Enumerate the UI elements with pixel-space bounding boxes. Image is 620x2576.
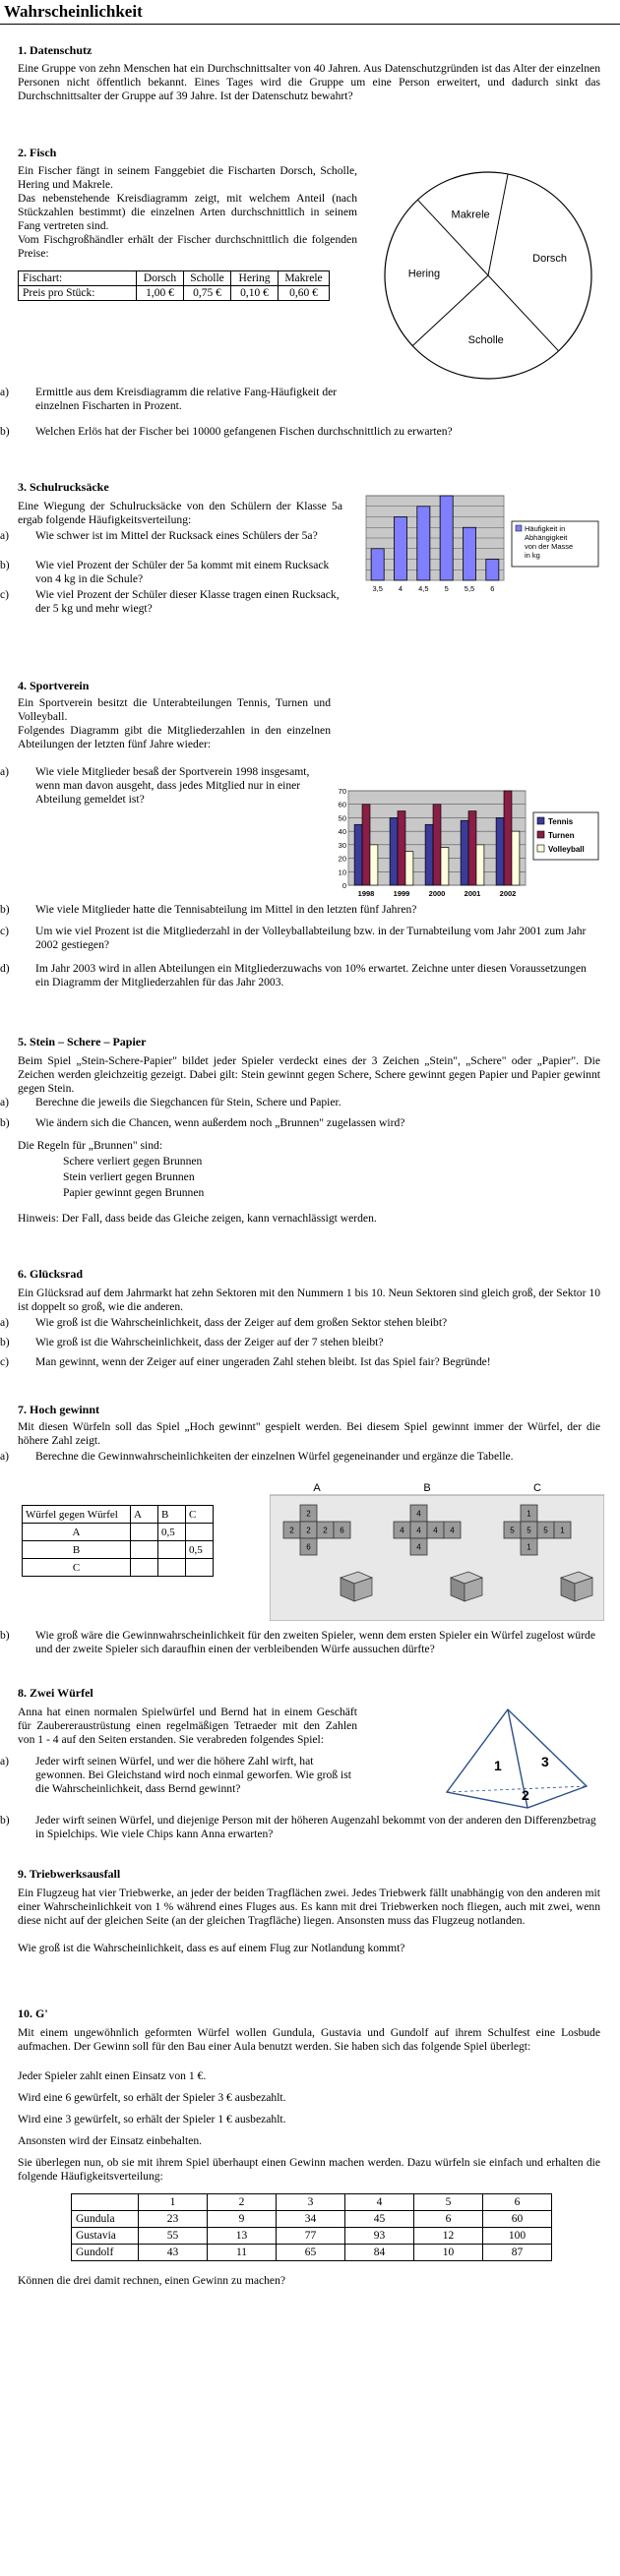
tetrahedron-figure: [433, 1706, 600, 1814]
section-5-rule-2: Stein verliert gegen Brunnen: [63, 1170, 195, 1183]
question-text: Man gewinnt, wenn der Zeiger auf einer ungeraden Zahl stehen bleibt. Ist das Spiel fair? Begründe!: [35, 1355, 491, 1368]
question-text: Berechne die jeweils die Siegchancen für Stein, Schere und Papier.: [35, 1096, 341, 1108]
section-2-text1: Ein Fischer fängt in seinem Fanggebiet die Fischarten Dorsch, Scholle, Hering und Makrele.: [18, 164, 357, 191]
frequency-cell: 45: [345, 2211, 414, 2228]
frequency-head-cell: 5: [414, 2194, 483, 2211]
price-table-head: [19, 271, 330, 286]
frequency-head-cell: 2: [208, 2194, 277, 2211]
y-tick-label: 40: [338, 827, 346, 837]
section-8-question-b: [0, 1814, 600, 1841]
net-face-number: 2: [306, 1526, 311, 1535]
net-face-number: 5: [510, 1526, 515, 1535]
price-head-cell: Scholle: [184, 271, 231, 286]
legend-text: Abhängigkeit: [525, 533, 568, 542]
section-6-heading: 6. Glücksrad: [18, 1267, 84, 1281]
question-label: c): [0, 1355, 10, 1368]
section-5-question-b: [0, 1116, 600, 1130]
question-label: b): [0, 1336, 10, 1348]
section-9-question: Wie groß ist die Wahrscheinlichkeit, dass es auf einem Flug zur Notlandung kommt?: [18, 1942, 405, 1954]
net-face-number: 1: [527, 1509, 531, 1519]
x-tick-label: 3,5: [372, 584, 383, 593]
question-text: Wie viel Prozent der Schüler dieser Klasse tragen einen Rucksack, der 5 kg und mehr wiegt?: [35, 588, 340, 615]
price-cell: 0,10 €: [231, 286, 279, 301]
bar: [476, 845, 484, 885]
section-4-question-c: [0, 925, 600, 952]
section-4-intro2: Folgendes Diagramm gibt die Mitgliederzahlen in den einzelnen Abteilungen der letzten fünf Jahre wieder:: [18, 724, 331, 750]
section-8-text: Anna hat einen normalen Spielwürfel und Bernd hat in einem Geschäft für Zaubereraustrüstung einen regelmäßigen Tetraeder mit den Zahlen von 1 - 4 auf den Seiten erstanden. Sie verabreden folgendes Spiel:: [18, 1706, 357, 1746]
legend-text: Volleyball: [548, 845, 585, 854]
frequency-cell: 65: [277, 2245, 345, 2261]
dice-table-row: [23, 1524, 214, 1541]
frequency-head-cell: 6: [483, 2194, 552, 2211]
net-face-number: 2: [289, 1526, 294, 1535]
section-7-question-a: [0, 1450, 600, 1464]
title-underline: [0, 24, 620, 25]
section-5-rule-3: Papier gewinnt gegen Brunnen: [63, 1186, 205, 1199]
legend-swatch: [537, 831, 544, 838]
section-2-question-a: [0, 386, 362, 413]
frequency-head-cell: 1: [139, 2194, 208, 2211]
question-text: Wie viele Mitglieder hatte die Tennisabteilung im Mittel in den letzten fünf Jahren?: [35, 903, 417, 916]
dice-table-cell: [131, 1541, 158, 1559]
frequency-name: Gundolf: [72, 2245, 139, 2261]
section-10-line-3: Wird eine 3 gewürfelt, so erhält der Spieler 1 € ausbezahlt.: [18, 2113, 286, 2126]
net-face-number: 2: [323, 1526, 328, 1535]
frequency-cell: 100: [483, 2228, 552, 2245]
net-face-number: 5: [527, 1526, 531, 1535]
legend-text: Turnen: [548, 831, 575, 840]
dice-table-cell: [131, 1559, 158, 1577]
x-tick-label: 6: [490, 584, 495, 593]
bar: [362, 805, 370, 885]
dice-nets-figure: [270, 1481, 604, 1621]
net-face-number: 6: [340, 1526, 344, 1535]
dice-table-col: C: [186, 1506, 214, 1524]
section-9-text: Ein Flugzeug hat vier Triebwerke, an jeder der beiden Tragflächen zwei. Jedes Triebwerk fällt unabhängig von den anderen mit einer Wahrscheinlichkeit von 1 % während eines Fluges aus. Es kann mit drei Triebwerken noch fliegen, auch mit zwei, wenn diese nicht auf der gleichen Seite (an der gleichen Tragfläche) liegen. Ansonsten muss das Flugzeug notlanden.: [18, 1887, 600, 1927]
price-cell: 0,60 €: [279, 286, 330, 301]
question-text: Wie schwer ist im Mittel der Rucksack eines Schülers der 5a?: [35, 529, 318, 542]
section-5-hint: Hinweis: Der Fall, dass beide das Gleiche zeigen, kann vernachlässigt werden.: [18, 1212, 377, 1225]
bar: [405, 852, 413, 885]
tetra-face-number: 2: [522, 1787, 529, 1803]
x-tick-label: 5: [444, 584, 449, 593]
question-label: a): [0, 1096, 10, 1108]
dice-table-cell: [186, 1524, 214, 1541]
frequency-row: [72, 2245, 552, 2261]
section-2-text2: Das nebenstehende Kreisdiagramm zeigt, mit welchem Anteil (nach Stückzahlen bestimmt) die einzelnen Arten durchschnittlich in seinem Fang vertreten sind.: [18, 192, 357, 232]
section-3-question-c: [0, 588, 342, 616]
price-cell: 0,75 €: [184, 286, 231, 301]
section-4-question-d: [0, 962, 600, 989]
price-cell: Preis pro Stück:: [19, 286, 137, 301]
legend-swatch: [516, 525, 522, 531]
x-tick-label: 4,5: [418, 584, 429, 593]
bar: [433, 805, 441, 885]
question-label: a): [0, 1316, 10, 1329]
dice-table-rowlabel: B: [23, 1541, 131, 1559]
bar: [370, 845, 378, 885]
net-face-number: 1: [560, 1526, 565, 1535]
net-face-number: 4: [416, 1526, 421, 1535]
bar: [486, 560, 499, 581]
legend: [512, 521, 598, 567]
section-5-heading: 5. Stein – Schere – Papier: [18, 1035, 147, 1048]
x-tick-label: 2001: [464, 889, 481, 898]
bar: [390, 817, 398, 885]
pie-slice-label: Makrele: [451, 209, 490, 221]
frequency-cell: 13: [208, 2228, 277, 2245]
section-5-text: Beim Spiel „Stein-Schere-Papier" bildet jeder Spieler verdeckt eines der 3 Zeichen „Stein", „Schere" oder „Papier". Die Zeichen werden gleichzeitig gezeigt. Dabei gilt: Stein gewinnt gegen Schere, Schere gewinnt gegen Papier und Papier gewinnt gegen Stein.: [18, 1054, 600, 1095]
price-head-cell: Fischart:: [19, 271, 137, 286]
question-label: b): [0, 903, 10, 916]
frequency-cell: 9: [208, 2211, 277, 2228]
section-7-question-b: [0, 1629, 600, 1656]
net-face-number: 4: [416, 1542, 421, 1552]
question-label: d): [0, 962, 10, 975]
die-label: B: [423, 1482, 431, 1494]
frequency-head-cell: 3: [277, 2194, 345, 2211]
x-tick-label: 5,5: [464, 584, 475, 593]
section-3-question-b: [0, 559, 342, 586]
section-2-question-b: [0, 425, 600, 439]
price-cell: 1,00 €: [137, 286, 184, 301]
price-head-cell: Dorsch: [137, 271, 184, 286]
frequency-cell: 6: [414, 2211, 483, 2228]
die-label: C: [533, 1482, 541, 1494]
frequency-row: [72, 2211, 552, 2228]
x-tick-label: 4: [398, 584, 403, 593]
sport-bar-chart: [333, 787, 608, 900]
question-label: b): [0, 559, 10, 571]
frequency-cell: 87: [483, 2245, 552, 2261]
dice-table-head: [23, 1506, 214, 1524]
question-label: b): [0, 425, 10, 438]
section-4-question-b: [0, 903, 600, 917]
dice-table-cell: 0,5: [186, 1541, 214, 1559]
bar: [468, 811, 476, 885]
frequency-cell: 10: [414, 2245, 483, 2261]
frequency-cell: 93: [345, 2228, 414, 2245]
question-label: a): [0, 1755, 10, 1767]
question-text: Jeder wirft seinen Würfel, und diejenige Person mit der höheren Augenzahl bekommt von der anderen den Differenzbetrag in Spielchips. Wie viele Chips kann Anna erwarten?: [35, 1814, 596, 1840]
frequency-row: [72, 2228, 552, 2245]
bar: [394, 517, 406, 581]
net-face-number: 5: [543, 1526, 548, 1535]
question-label: c): [0, 925, 10, 937]
question-label: a): [0, 765, 10, 778]
y-tick-label: 30: [338, 840, 346, 850]
frequency-cell: 55: [139, 2228, 208, 2245]
section-10-question: Können die drei damit rechnen, einen Gewinn zu machen?: [18, 2274, 286, 2287]
question-text: Wie viele Mitglieder besaß der Sportverein 1998 insgesamt, wenn man davon ausgeht, dass jedes Mitglied nur in einer Abteilung gemeldet ist?: [35, 765, 310, 806]
fish-pie-chart: [372, 165, 608, 391]
pie-slice-label: Hering: [407, 268, 441, 280]
dice-background: [270, 1495, 604, 1621]
section-6-question-c: [0, 1355, 608, 1369]
section-5-question-a: [0, 1096, 600, 1109]
price-head-cell: Hering: [231, 271, 279, 286]
bar: [398, 811, 405, 885]
question-text: Welchen Erlös hat der Fischer bei 10000 gefangenen Fischen durchschnittlich zu erwarten?: [35, 425, 453, 438]
frequency-cell: 11: [208, 2245, 277, 2261]
question-label: b): [0, 1116, 10, 1129]
frequency-cell: 84: [345, 2245, 414, 2261]
question-text: Jeder wirft seinen Würfel, und wer die höhere Zahl wirft, hat gewonnen. Bei Gleichstand wird noch einmal geworfen. Wie groß ist die Wahrscheinlichkeit, dass Bernd gewinnt?: [35, 1755, 351, 1795]
section-8-heading: 8. Zwei Würfel: [18, 1686, 93, 1700]
dice-comparison-table: [22, 1505, 214, 1577]
dice-table-corner: Würfel gegen Würfel: [23, 1506, 131, 1524]
x-tick-label: 1998: [357, 889, 375, 898]
y-tick-label: 70: [338, 787, 346, 796]
net-face-number: 4: [400, 1526, 404, 1535]
price-head-cell: Makrele: [279, 271, 330, 286]
section-10-line-4: Ansonsten wird der Einsatz einbehalten.: [18, 2134, 203, 2147]
legend-text: Tennis: [548, 817, 574, 826]
section-6-question-b: [0, 1336, 600, 1349]
question-label: a): [0, 386, 10, 398]
dice-table-cell: [131, 1524, 158, 1541]
question-label: a): [0, 1450, 10, 1463]
dice-table-cell: [158, 1559, 186, 1577]
bar: [425, 824, 433, 885]
dice-table-row: [23, 1541, 214, 1559]
section-10-text: Mit einem ungewöhnlich geformten Würfel wollen Gundula, Gustavia und Gundolf auf ihrem Schulfest eine Losbude aufmachen. Der Gewinn soll für den Bau einer Aula benutzt werden. Sie haben sich das folgende Spiel überlegt:: [18, 2026, 600, 2053]
tetrahedron-outline: [447, 1709, 587, 1808]
bar: [440, 496, 453, 580]
dice-table-rowlabel: C: [23, 1559, 131, 1577]
bar: [417, 507, 430, 580]
section-4-intro1: Ein Sportverein besitzt die Unterabteilungen Tennis, Turnen und Volleyball.: [18, 696, 331, 723]
tetra-face-number: 3: [541, 1754, 549, 1769]
frequency-head-cell: 4: [345, 2194, 414, 2211]
section-3-heading: 3. Schulrucksäcke: [18, 480, 109, 494]
y-tick-label: 0: [341, 881, 346, 890]
question-text: Berechne die Gewinnwahrscheinlichkeiten der einzelnen Würfel gegeneinander und ergänze die Tabelle.: [35, 1450, 514, 1463]
section-3-intro: Eine Wiegung der Schulrucksäcke von den Schülern der Klasse 5a ergab folgende Häufigkeitsverteilung:: [18, 500, 342, 526]
pie-slice-label: Scholle: [467, 334, 504, 347]
net-face-number: 6: [306, 1542, 311, 1552]
frequency-table: [71, 2193, 552, 2261]
question-label: b): [0, 1629, 10, 1642]
section-4-question-a: [0, 765, 331, 807]
question-text: Wie groß ist die Wahrscheinlichkeit, dass der Zeiger auf der 7 stehen bleibt?: [35, 1336, 384, 1348]
section-10-line-2: Wird eine 6 gewürfelt, so erhält der Spieler 3 € ausbezahlt.: [18, 2091, 286, 2104]
section-1-text: Eine Gruppe von zehn Menschen hat ein Durchschnittsalter von 40 Jahren. Aus Datenschutzgründen ist das Alter der einzelnen Personen nicht öffentlich bekannt. Eines Tages wird die Gruppe um eine Person erweitert, und dadurch sinkt das Durchschnittsalter der Gruppe auf 39 Jahre. Ist der Datenschutz bewahrt?: [18, 62, 600, 102]
bar: [461, 820, 468, 885]
section-10-line-5: Sie überlegen nun, ob sie mit ihrem Spiel überhaupt einen Gewinn machen werden. Dazu würfeln sie einfach und erhalten die folgende Häufigkeitsverteilung:: [18, 2156, 600, 2183]
frequency-head-cell: [72, 2194, 139, 2211]
x-tick-label: 2002: [499, 889, 517, 898]
frequency-cell: 12: [414, 2228, 483, 2245]
net-face-number: 4: [450, 1526, 455, 1535]
question-label: b): [0, 1814, 10, 1827]
net-face-number: 2: [306, 1509, 311, 1519]
question-text: Wie groß wäre die Gewinnwahrscheinlichkeit für den zweiten Spieler, wenn dem ersten Spieler ein Würfel zugelost würde und der zweite Spieler sich daraufhin einen der verbleibenden Würfe aussuchen dürfte?: [35, 1629, 595, 1655]
bar: [504, 791, 512, 885]
question-text: Ermittle aus dem Kreisdiagramm die relative Fang-Häufigkeit der einzelnen Fischarten in Prozent.: [35, 386, 338, 412]
legend-swatch: [537, 845, 544, 852]
price-table-row: [19, 286, 330, 301]
legend-text: in kg: [525, 551, 540, 560]
dice-table-cell: [158, 1541, 186, 1559]
section-2-heading: 2. Fisch: [18, 146, 57, 159]
section-6-question-a: [0, 1316, 600, 1330]
bar: [354, 824, 362, 885]
bar: [371, 549, 384, 580]
legend: [533, 812, 598, 860]
question-text: Wie viel Prozent der Schüler der 5a kommt mit einem Rucksack von 4 kg in die Schule?: [35, 559, 330, 585]
price-table: [18, 270, 330, 301]
rucksack-bar-chart: [354, 492, 610, 600]
frequency-cell: 60: [483, 2211, 552, 2228]
dice-table-cell: [186, 1559, 214, 1577]
section-9-heading: 9. Triebwerksausfall: [18, 1867, 121, 1881]
net-face-number: 4: [433, 1526, 438, 1535]
section-1-heading: 1. Datenschutz: [18, 43, 93, 57]
dice-table-row: [23, 1559, 214, 1577]
question-text: Wie ändern sich die Chancen, wenn außerdem noch „Brunnen" zugelassen wird?: [35, 1116, 405, 1129]
section-5-rules-intro: Die Regeln für „Brunnen" sind:: [18, 1139, 163, 1152]
bar: [463, 527, 475, 580]
frequency-cell: 23: [139, 2211, 208, 2228]
net-face-number: 4: [416, 1509, 421, 1519]
section-6-text: Ein Glücksrad auf dem Jahrmarkt hat zehn Sektoren mit den Nummern 1 bis 10. Neun Sektoren sind gleich groß, der Sektor 10 ist doppelt so groß, wie die anderen.: [18, 1287, 600, 1313]
bar: [441, 848, 449, 885]
page-title: Wahrscheinlichkeit: [4, 2, 143, 21]
y-tick-label: 20: [338, 854, 346, 864]
frequency-cell: 43: [139, 2245, 208, 2261]
question-label: c): [0, 588, 10, 601]
question-text: Im Jahr 2003 wird in allen Abteilungen ein Mitgliederzuwachs von 10% erwartet. Zeichne unter diesen Voraussetzungen ein Diagramm der Mitgliederzahlen für das Jahr 2003.: [35, 962, 587, 988]
section-7-heading: 7. Hoch gewinnt: [18, 1403, 100, 1416]
section-3-question-a: [0, 529, 342, 543]
bar: [496, 817, 504, 885]
y-tick-label: 50: [338, 813, 346, 823]
net-face-number: 1: [527, 1542, 531, 1552]
x-tick-label: 1999: [393, 889, 410, 898]
bar: [512, 831, 520, 885]
frequency-name: Gustavia: [72, 2228, 139, 2245]
die-label: A: [313, 1482, 321, 1494]
dice-table-rowlabel: A: [23, 1524, 131, 1541]
section-5-rule-1: Schere verliert gegen Brunnen: [63, 1155, 203, 1168]
legend-text: von der Masse: [525, 542, 574, 551]
frequency-cell: 77: [277, 2228, 345, 2245]
question-label: a): [0, 529, 10, 542]
dice-table-cell: 0,5: [158, 1524, 186, 1541]
section-8-question-a: [0, 1755, 357, 1796]
frequency-name: Gundula: [72, 2211, 139, 2228]
frequency-head: [72, 2194, 552, 2211]
legend-swatch: [537, 817, 544, 824]
legend-text: Häufigkeit in: [525, 524, 566, 533]
x-tick-label: 2000: [428, 889, 446, 898]
y-tick-label: 60: [338, 800, 346, 809]
section-10-heading: 10. G': [18, 2007, 48, 2020]
pie-slice-label: Dorsch: [532, 253, 568, 266]
dice-table-col: A: [131, 1506, 158, 1524]
dice-table-col: B: [158, 1506, 186, 1524]
frequency-cell: 34: [277, 2211, 345, 2228]
section-2-text3: Vom Fischgroßhändler erhält der Fischer durchschnittlich die folgenden Preise:: [18, 233, 357, 260]
question-text: Um wie viel Prozent ist die Mitgliederzahl in der Volleyballabteilung bzw. in der Turnabteilung vom Jahr 2001 zum Jahr 2002 gestiegen?: [35, 925, 587, 951]
section-10-line-1: Jeder Spieler zahlt einen Einsatz von 1 €.: [18, 2069, 207, 2082]
tetra-face-number: 1: [494, 1758, 502, 1773]
question-text: Wie groß ist die Wahrscheinlichkeit, dass der Zeiger auf dem großen Sektor stehen bleibt?: [35, 1316, 448, 1329]
section-4-heading: 4. Sportverein: [18, 679, 90, 692]
y-tick-label: 10: [338, 868, 346, 877]
section-7-text: Mit diesen Würfeln soll das Spiel „Hoch gewinnt" gespielt werden. Bei diesem Spiel gewinnt immer der Würfel, der die höhere Zahl zeigt.: [18, 1420, 600, 1447]
